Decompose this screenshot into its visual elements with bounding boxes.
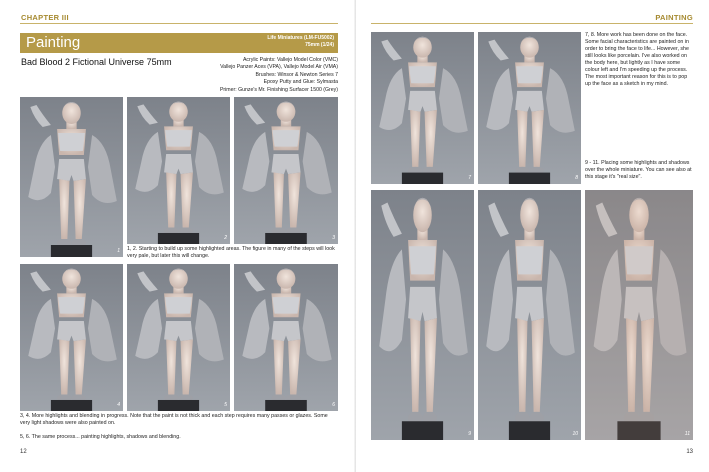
left-page: [0, 0, 354, 472]
materials-line: Primer: Gunze's Mr. Finishing Surfacer 1500 (Grey): [219, 86, 338, 93]
caption-7-8: 7, 8. More work has been done on the face. Some facial characteristics are painted on in order to bring the face to life... However, she still looks like porcelain. I've also worked on the body here, but lightly as I have some colour left and I'm speeding up the process. The most important reason for this is to pop up the face as a sketch in my mind.: [585, 32, 689, 87]
materials-line: Epoxy Putty and Glue: Sylmasta: [263, 79, 338, 86]
section-banner: [20, 33, 338, 53]
photo-number: 6: [332, 402, 335, 408]
right-page: [356, 0, 709, 472]
step-photo-3: [234, 97, 338, 244]
photo-number: 11: [684, 431, 690, 437]
caption-9-11: 9 - 11. Placing some highlights and shadows over the whole miniature. You can see also at this stage it's "real size".: [585, 160, 692, 180]
step-photo-9: [371, 190, 474, 440]
step-photo-11: [585, 190, 693, 440]
step-photo-2: [127, 97, 230, 244]
page-number-left: 12: [20, 449, 27, 455]
step-photo-8: [478, 32, 581, 184]
section-running-head: PAINTING: [655, 13, 693, 22]
photo-number: 10: [572, 431, 578, 437]
step-photo-1: [20, 97, 123, 257]
kit-scale: 75mm (1/24): [305, 42, 334, 48]
caption-5-6: 5, 6. The same process... painting highlights, shadows and blending.: [20, 434, 181, 440]
caption-3-4: 3, 4. More highlights and blending in progress. Note that the paint is not thick and each step requires many passes or glazes. Some very light shadows were also painted on.: [20, 413, 328, 426]
photo-number: 5: [224, 402, 227, 408]
step-photo-5: [127, 264, 230, 411]
photo-number: 1: [117, 248, 120, 254]
step-photo-4: [20, 264, 123, 411]
materials-line: Acrylic Paints: Vallejo Model Color (VMC): [242, 57, 338, 63]
banner-title: Painting: [26, 34, 81, 51]
kit-code: Life Miniatures (LM-FU5002): [267, 35, 334, 41]
project-subtitle: Bad Blood 2 Fictional Universe 75mm: [21, 57, 172, 67]
step-photo-10: [478, 190, 581, 440]
materials-line: Vallejo Panzer Aces (VPA), Vallejo Model Air (VMA): [220, 64, 338, 71]
photo-number: 3: [332, 235, 335, 241]
materials-list: [220, 57, 338, 94]
chapter-running-head: CHAPTER III: [21, 13, 69, 22]
step-photo-6: [234, 264, 338, 411]
photo-number: 9: [468, 431, 471, 437]
header-rule: [371, 23, 693, 24]
caption-1-2: 1, 2. Starting to build up some highlighted areas. The figure in many of the steps will look very pale, but later this will change.: [127, 246, 335, 259]
header-rule: [20, 23, 338, 24]
materials-line: Brushes: Winsor & Newton Series 7: [255, 71, 338, 78]
banner-meta: [267, 35, 334, 49]
photo-number: 8: [575, 175, 578, 181]
photo-number: 7: [468, 175, 471, 181]
photo-number: 2: [224, 235, 227, 241]
page-number-right: 13: [686, 449, 693, 455]
step-photo-7: [371, 32, 474, 184]
photo-number: 4: [117, 402, 120, 408]
